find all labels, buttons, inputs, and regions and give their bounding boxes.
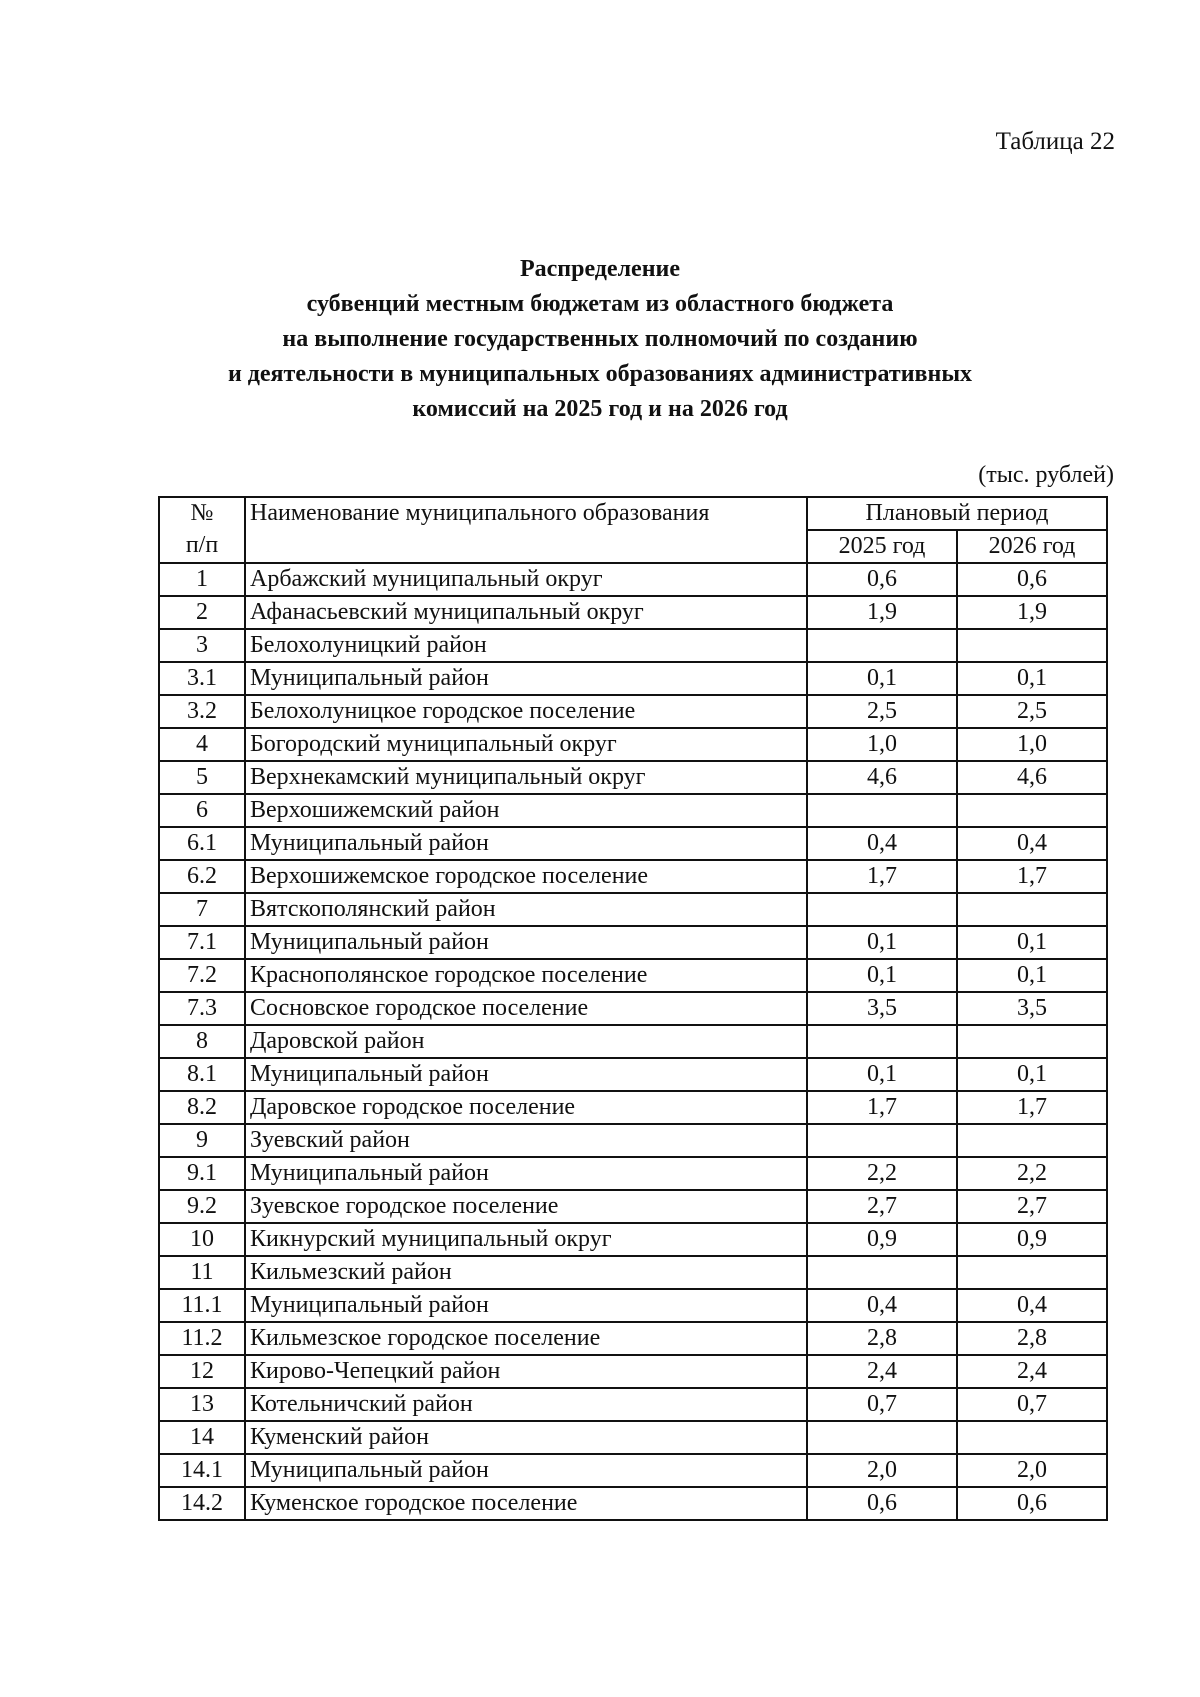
row-number: 11.2 (159, 1322, 245, 1355)
row-name: Котельничский район (245, 1388, 807, 1421)
title-line: на выполнение государственных полномочий по созданию (282, 326, 918, 352)
header-number-symbol: № (159, 497, 245, 530)
row-number: 9.1 (159, 1157, 245, 1190)
header-number-pp: п/п (159, 530, 245, 563)
row-value-2026: 3,5 (957, 992, 1107, 1025)
row-value-2025: 0,1 (807, 662, 957, 695)
row-name: Сосновское городское поселение (245, 992, 807, 1025)
table-row (159, 563, 1107, 596)
row-value-2026: 0,6 (957, 1487, 1107, 1520)
row-number: 9.2 (159, 1190, 245, 1223)
row-name: Муниципальный район (245, 1289, 807, 1322)
title-line: комиссий на 2025 год и на 2026 год (412, 396, 788, 422)
row-number: 9 (159, 1124, 245, 1157)
row-name: Вятскополянский район (245, 893, 807, 926)
row-number: 7.2 (159, 959, 245, 992)
row-name: Муниципальный район (245, 926, 807, 959)
document-title (0, 252, 1200, 427)
row-name: Богородский муниципальный округ (245, 728, 807, 761)
row-value-2026 (957, 1124, 1107, 1157)
row-value-2026: 4,6 (957, 761, 1107, 794)
table-row (159, 959, 1107, 992)
row-value-2025: 0,1 (807, 959, 957, 992)
row-number: 7.3 (159, 992, 245, 1025)
row-number: 4 (159, 728, 245, 761)
row-value-2026: 1,0 (957, 728, 1107, 761)
row-value-2025: 1,7 (807, 1091, 957, 1124)
table-row (159, 695, 1107, 728)
row-name: Кильмезский район (245, 1256, 807, 1289)
row-value-2025 (807, 1421, 957, 1454)
row-value-2025: 0,9 (807, 1223, 957, 1256)
row-name: Муниципальный район (245, 1058, 807, 1091)
row-value-2026 (957, 1025, 1107, 1058)
table-body (159, 563, 1107, 1520)
row-number: 3 (159, 629, 245, 662)
row-value-2026: 0,9 (957, 1223, 1107, 1256)
table-row (159, 1091, 1107, 1124)
header-name-continuation (245, 530, 807, 563)
row-value-2025 (807, 1025, 957, 1058)
row-number: 14 (159, 1421, 245, 1454)
table-row (159, 1157, 1107, 1190)
units-label: (тыс. рублей) (978, 462, 1114, 488)
row-number: 7.1 (159, 926, 245, 959)
row-value-2026: 0,1 (957, 926, 1107, 959)
row-value-2026: 2,5 (957, 695, 1107, 728)
row-name: Арбажский муниципальный округ (245, 563, 807, 596)
row-value-2026: 2,0 (957, 1454, 1107, 1487)
row-value-2026: 1,7 (957, 1091, 1107, 1124)
table-row (159, 1190, 1107, 1223)
row-value-2026: 0,1 (957, 959, 1107, 992)
row-value-2026: 2,7 (957, 1190, 1107, 1223)
row-number: 13 (159, 1388, 245, 1421)
row-value-2025: 0,6 (807, 1487, 957, 1520)
row-name: Муниципальный район (245, 1454, 807, 1487)
row-value-2026: 1,9 (957, 596, 1107, 629)
row-value-2026: 0,1 (957, 662, 1107, 695)
table-row (159, 1421, 1107, 1454)
row-name: Верхошижемский район (245, 794, 807, 827)
row-value-2025: 0,7 (807, 1388, 957, 1421)
row-value-2026: 0,6 (957, 563, 1107, 596)
row-number: 14.2 (159, 1487, 245, 1520)
row-number: 6.2 (159, 860, 245, 893)
row-value-2025: 1,0 (807, 728, 957, 761)
row-value-2026: 0,1 (957, 1058, 1107, 1091)
row-value-2025 (807, 1124, 957, 1157)
row-value-2026 (957, 893, 1107, 926)
row-name: Зуевский район (245, 1124, 807, 1157)
table-row (159, 1058, 1107, 1091)
row-name: Муниципальный район (245, 1157, 807, 1190)
row-value-2025: 4,6 (807, 761, 957, 794)
row-name: Верхнекамский муниципальный округ (245, 761, 807, 794)
row-value-2025 (807, 893, 957, 926)
table-row (159, 1487, 1107, 1520)
header-year-2026: 2026 год (957, 530, 1107, 563)
row-name: Верхошижемское городское поселение (245, 860, 807, 893)
row-name: Муниципальный район (245, 827, 807, 860)
row-value-2025: 1,9 (807, 596, 957, 629)
row-number: 7 (159, 893, 245, 926)
table-row (159, 794, 1107, 827)
row-name: Даровской район (245, 1025, 807, 1058)
row-value-2026 (957, 1421, 1107, 1454)
row-value-2025 (807, 629, 957, 662)
row-name: Даровское городское поселение (245, 1091, 807, 1124)
row-value-2025: 2,4 (807, 1355, 957, 1388)
row-name: Куменское городское поселение (245, 1487, 807, 1520)
table-row (159, 596, 1107, 629)
row-name: Муниципальный район (245, 662, 807, 695)
table-row (159, 761, 1107, 794)
row-name: Белохолуницкое городское поселение (245, 695, 807, 728)
row-number: 11 (159, 1256, 245, 1289)
subvention-table (158, 496, 1108, 1521)
row-number: 6.1 (159, 827, 245, 860)
row-value-2026: 0,4 (957, 827, 1107, 860)
row-number: 3.1 (159, 662, 245, 695)
row-name: Зуевское городское поселение (245, 1190, 807, 1223)
row-value-2025 (807, 794, 957, 827)
table-row (159, 629, 1107, 662)
row-number: 14.1 (159, 1454, 245, 1487)
row-number: 8.2 (159, 1091, 245, 1124)
table-row (159, 860, 1107, 893)
table-row (159, 893, 1107, 926)
row-number: 11.1 (159, 1289, 245, 1322)
table-row (159, 1289, 1107, 1322)
row-number: 6 (159, 794, 245, 827)
row-name: Белохолуницкий район (245, 629, 807, 662)
row-value-2025 (807, 1256, 957, 1289)
table-row (159, 1454, 1107, 1487)
row-value-2025: 3,5 (807, 992, 957, 1025)
row-value-2025: 2,2 (807, 1157, 957, 1190)
table-row (159, 1223, 1107, 1256)
row-number: 1 (159, 563, 245, 596)
row-name: Куменский район (245, 1421, 807, 1454)
row-value-2025: 2,7 (807, 1190, 957, 1223)
row-name: Краснополянское городское поселение (245, 959, 807, 992)
row-value-2026: 2,8 (957, 1322, 1107, 1355)
row-name: Кирово-Чепецкий район (245, 1355, 807, 1388)
row-value-2026 (957, 629, 1107, 662)
row-value-2025: 2,0 (807, 1454, 957, 1487)
title-line: и деятельности в муниципальных образованиях административных (227, 361, 973, 387)
row-name: Кикнурский муниципальный округ (245, 1223, 807, 1256)
row-value-2026: 0,4 (957, 1289, 1107, 1322)
row-number: 2 (159, 596, 245, 629)
row-value-2026: 2,4 (957, 1355, 1107, 1388)
table-row (159, 1355, 1107, 1388)
table-row (159, 662, 1107, 695)
row-number: 8.1 (159, 1058, 245, 1091)
row-value-2026: 0,7 (957, 1388, 1107, 1421)
row-value-2026 (957, 1256, 1107, 1289)
table-row (159, 1322, 1107, 1355)
header-year-2025: 2025 год (807, 530, 957, 563)
row-number: 3.2 (159, 695, 245, 728)
row-number: 5 (159, 761, 245, 794)
row-value-2025: 0,4 (807, 1289, 957, 1322)
header-planning-period: Плановый период (807, 497, 1107, 530)
title-line: Распределение (519, 256, 681, 282)
row-name: Афанасьевский муниципальный округ (245, 596, 807, 629)
table-row (159, 728, 1107, 761)
row-number: 10 (159, 1223, 245, 1256)
row-number: 8 (159, 1025, 245, 1058)
title-line: субвенций местным бюджетам из областного бюджета (306, 291, 894, 317)
row-value-2025: 0,6 (807, 563, 957, 596)
row-number: 12 (159, 1355, 245, 1388)
header-name: Наименование муниципального образования (245, 497, 807, 530)
table-row (159, 1025, 1107, 1058)
table-row (159, 926, 1107, 959)
table-row (159, 1124, 1107, 1157)
row-value-2025: 0,4 (807, 827, 957, 860)
table-row (159, 1388, 1107, 1421)
table-row (159, 992, 1107, 1025)
row-value-2026 (957, 794, 1107, 827)
row-value-2025: 0,1 (807, 1058, 957, 1091)
table-row (159, 1256, 1107, 1289)
table-number: Таблица 22 (995, 128, 1115, 155)
row-value-2026: 2,2 (957, 1157, 1107, 1190)
row-value-2025: 2,5 (807, 695, 957, 728)
row-value-2025: 2,8 (807, 1322, 957, 1355)
row-value-2025: 1,7 (807, 860, 957, 893)
row-name: Кильмезское городское поселение (245, 1322, 807, 1355)
table-row (159, 827, 1107, 860)
row-value-2025: 0,1 (807, 926, 957, 959)
row-value-2026: 1,7 (957, 860, 1107, 893)
